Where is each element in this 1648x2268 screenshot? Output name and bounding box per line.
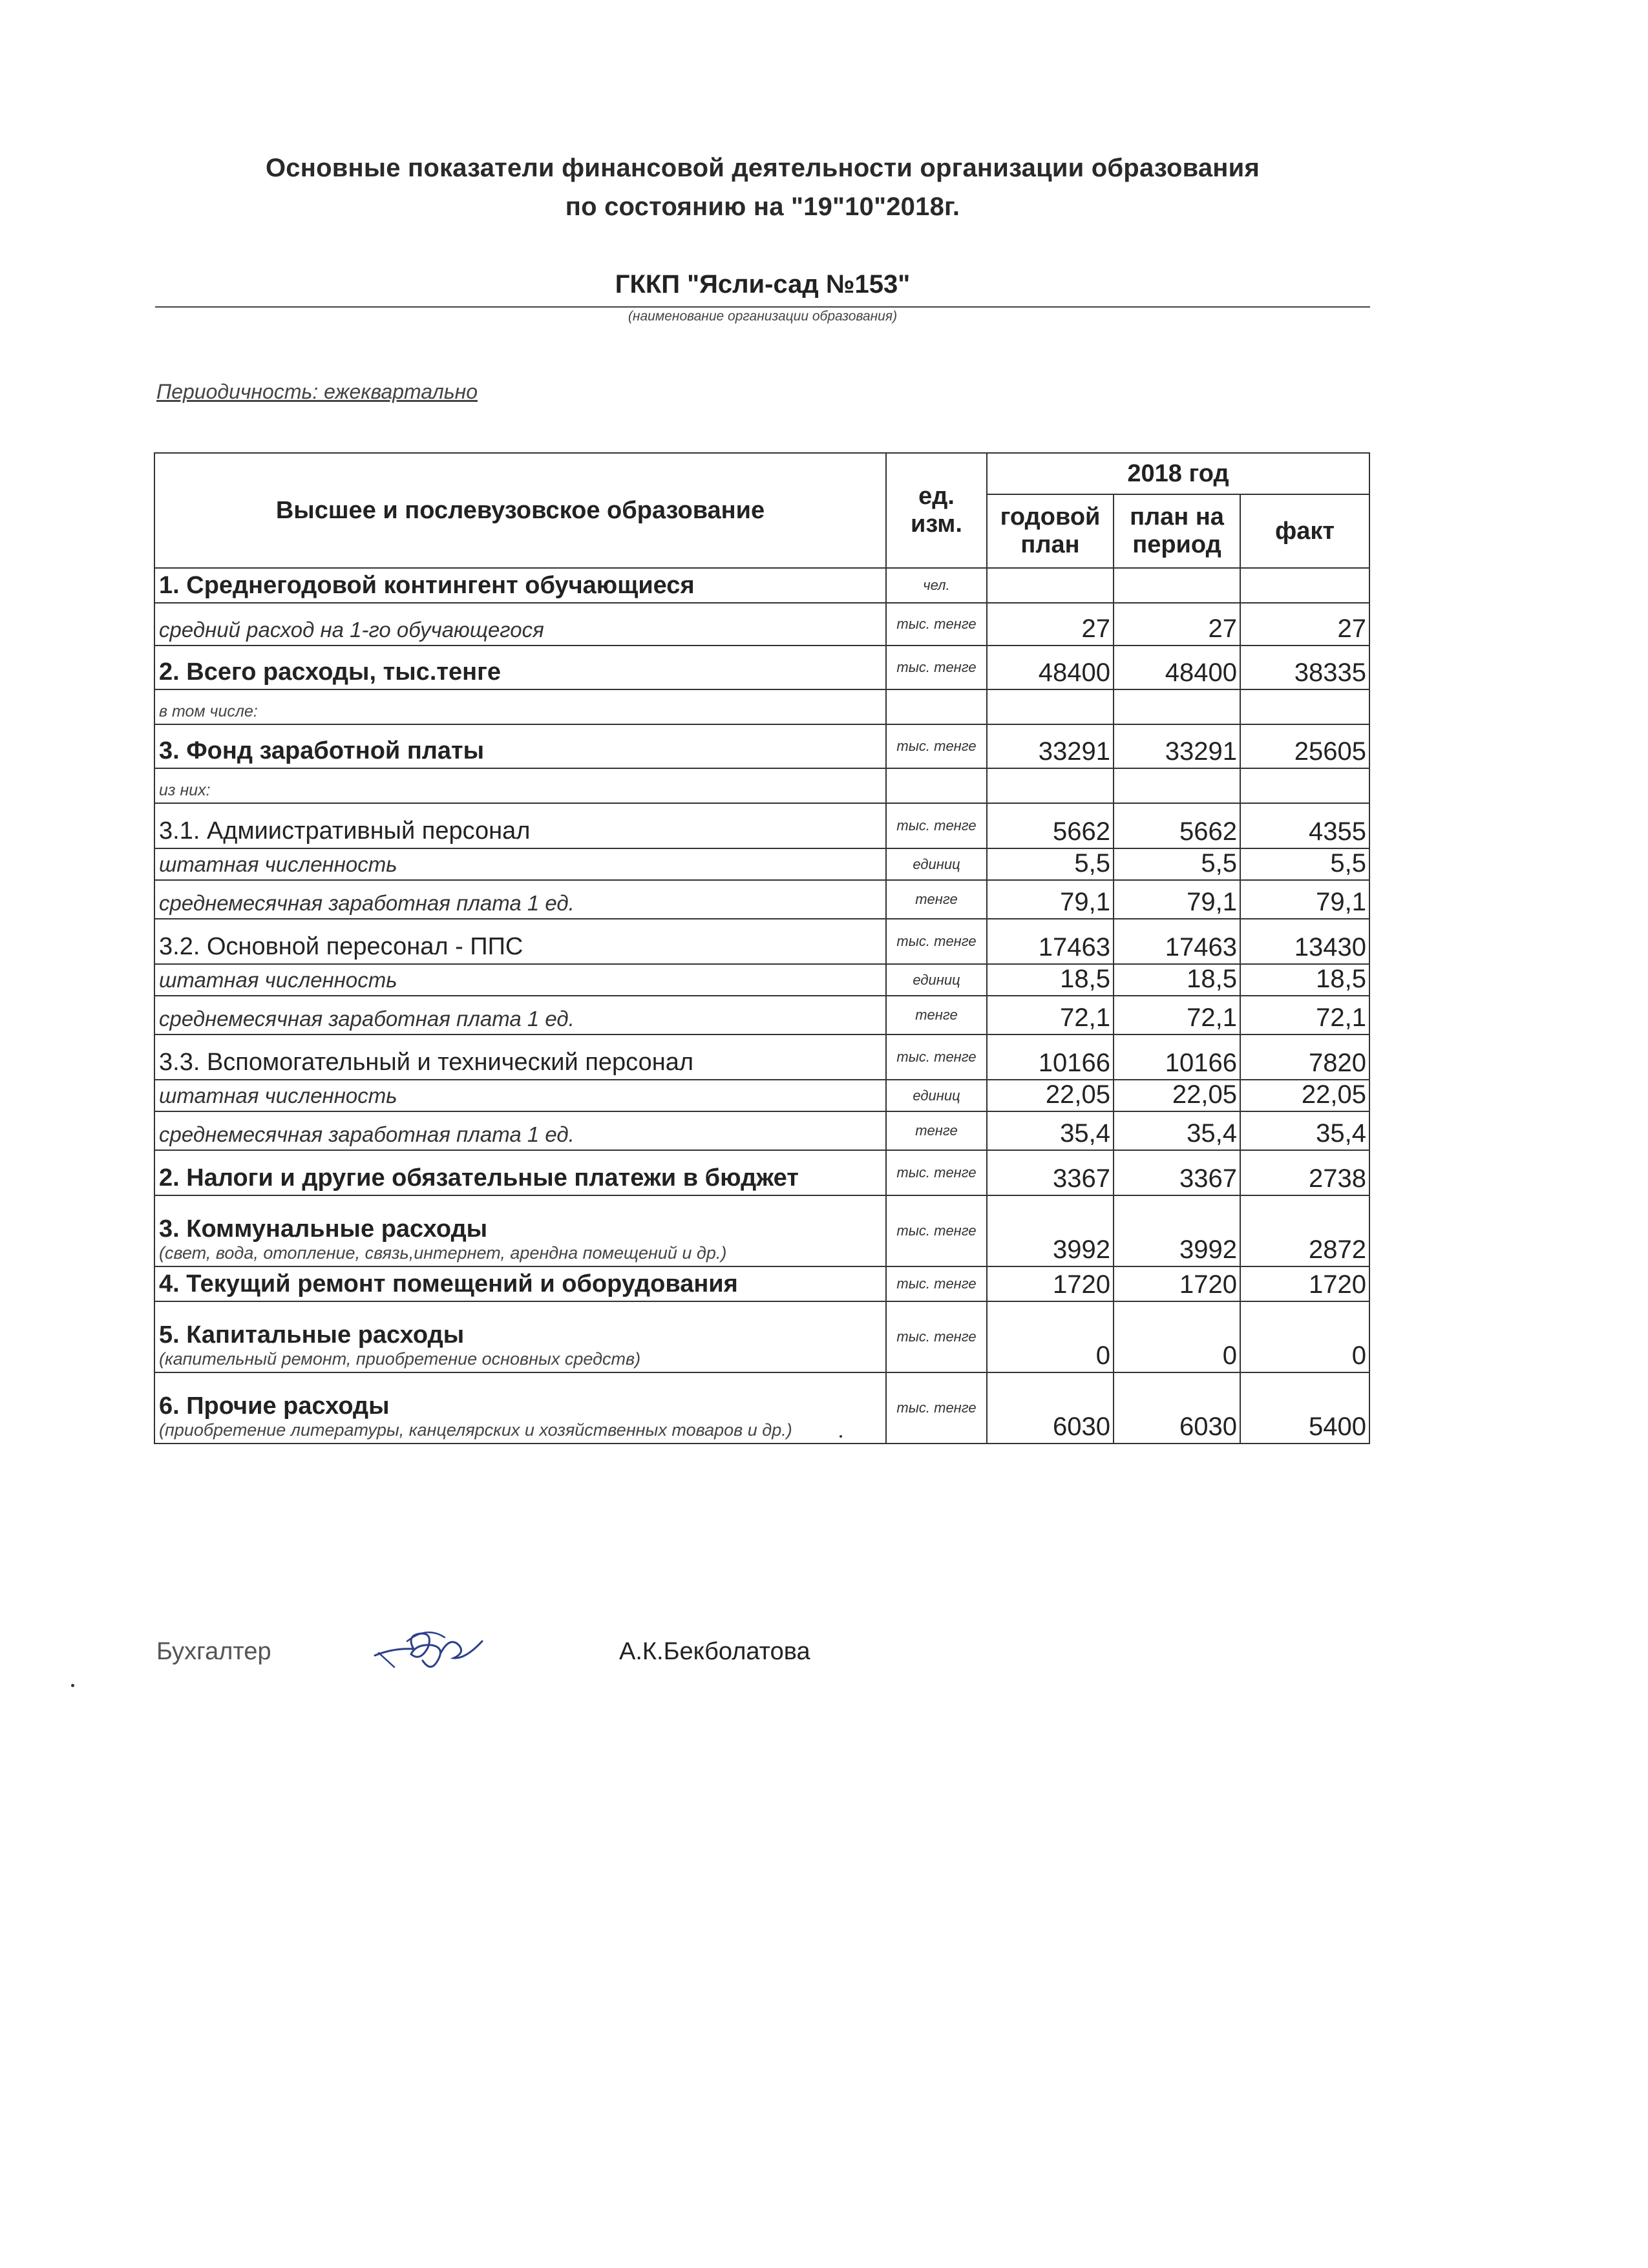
row-unit: тыс. тенге	[886, 1301, 987, 1372]
row-label-text: 2. Всего расходы, тыс.тенге	[159, 658, 502, 686]
row-label	[154, 1150, 886, 1195]
row-unit: тыс. тенге	[886, 724, 987, 768]
row-value-annual: 3367	[987, 1150, 1114, 1195]
row-value-fact: 0	[1240, 1301, 1369, 1372]
row-value-period: 1720	[1114, 1266, 1240, 1301]
row-label-text: средний расход на 1-го обучающегося	[159, 618, 544, 642]
row-value-period: 5662	[1114, 803, 1240, 848]
row-value-period: 35,4	[1114, 1111, 1240, 1150]
row-value-fact: 27	[1240, 603, 1369, 646]
row-label-text: 3.3. Вспомогательный и технический персонал	[159, 1049, 694, 1076]
row-unit: единиц	[886, 964, 987, 996]
row-label	[154, 1195, 886, 1266]
row-value-annual: 35,4	[987, 1111, 1114, 1150]
row-unit: единиц	[886, 848, 987, 880]
accountant-name: А.К.Бекболатова	[619, 1638, 810, 1665]
row-label-text: 1. Среднегодовой контингент обучающиеся	[159, 572, 695, 599]
table-row	[154, 603, 1369, 646]
row-value-annual: 10166	[987, 1034, 1114, 1080]
row-value-annual: 6030	[987, 1372, 1114, 1444]
table-row	[154, 880, 1369, 919]
row-unit: тенге	[886, 880, 987, 919]
row-value-period: 17463	[1114, 919, 1240, 964]
header-title: Высшее и послевузовское образование	[154, 453, 886, 568]
row-value-fact	[1240, 768, 1369, 803]
row-value-annual: 5662	[987, 803, 1114, 848]
row-value-fact: 5400	[1240, 1372, 1369, 1444]
row-value-period: 3367	[1114, 1150, 1240, 1195]
row-value-fact	[1240, 689, 1369, 724]
row-label	[154, 689, 886, 724]
row-label	[154, 1080, 886, 1111]
row-value-period: 5,5	[1114, 848, 1240, 880]
row-value-fact: 1720	[1240, 1266, 1369, 1301]
row-value-fact: 2872	[1240, 1195, 1369, 1266]
row-value-annual: 48400	[987, 646, 1114, 689]
row-unit: тыс. тенге	[886, 1034, 987, 1080]
row-value-period: 27	[1114, 603, 1240, 646]
row-value-period: 72,1	[1114, 996, 1240, 1034]
financial-indicators-table	[154, 452, 1370, 1444]
row-label	[154, 568, 886, 603]
row-value-annual: 33291	[987, 724, 1114, 768]
row-unit: тыс. тенге	[886, 803, 987, 848]
table-body	[154, 568, 1369, 1444]
row-value-annual: 22,05	[987, 1080, 1114, 1111]
header-year: 2018 год	[987, 453, 1369, 494]
row-unit	[886, 689, 987, 724]
header-annual-plan: годовой план	[987, 494, 1114, 568]
row-value-fact: 13430	[1240, 919, 1369, 964]
table-row	[154, 768, 1369, 803]
row-label-note: (приобретение литературы, канцелярских и хозяйственных товаров и др.)	[159, 1420, 792, 1440]
row-label	[154, 1372, 886, 1444]
table-row	[154, 919, 1369, 964]
header-period-plan: план на период	[1114, 494, 1240, 568]
row-label-text: 2. Налоги и другие обязательные платежи в бюджет	[159, 1164, 799, 1192]
table-row	[154, 1150, 1369, 1195]
row-label-text: 5. Капитальные расходы	[159, 1321, 465, 1349]
row-value-period	[1114, 689, 1240, 724]
table-row	[154, 1266, 1369, 1301]
row-value-period: 33291	[1114, 724, 1240, 768]
row-label-text: из них:	[159, 781, 211, 799]
row-value-annual: 0	[987, 1301, 1114, 1372]
row-value-period: 18,5	[1114, 964, 1240, 996]
row-label	[154, 1034, 886, 1080]
table-row	[154, 964, 1369, 996]
row-value-annual	[987, 689, 1114, 724]
row-value-period: 0	[1114, 1301, 1240, 1372]
row-label-text: штатная численность	[159, 1084, 397, 1108]
row-value-fact: 79,1	[1240, 880, 1369, 919]
row-value-period: 10166	[1114, 1034, 1240, 1080]
row-value-annual	[987, 568, 1114, 603]
table-row	[154, 1080, 1369, 1111]
header-unit: ед. изм.	[886, 453, 987, 568]
row-label	[154, 996, 886, 1034]
row-label	[154, 880, 886, 919]
row-label	[154, 1266, 886, 1301]
row-label-text: среднемесячная заработная плата 1 ед.	[159, 891, 575, 915]
row-value-fact: 5,5	[1240, 848, 1369, 880]
report-title-line1: Основные показатели финансовой деятельности организации образования	[265, 154, 1260, 182]
row-label-text: 3.2. Основной пересонал - ППС	[159, 933, 523, 960]
row-label	[154, 724, 886, 768]
row-value-period: 79,1	[1114, 880, 1240, 919]
row-value-annual: 72,1	[987, 996, 1114, 1034]
row-label-text: 3. Фонд заработной платы	[159, 737, 485, 764]
organization-underline	[155, 306, 1370, 308]
row-unit: единиц	[886, 1080, 987, 1111]
table-row	[154, 689, 1369, 724]
row-value-annual: 3992	[987, 1195, 1114, 1266]
table-row	[154, 1034, 1369, 1080]
row-unit: тенге	[886, 996, 987, 1034]
table-header-row	[154, 453, 1369, 494]
row-label-text: в том числе:	[159, 702, 258, 720]
table-row	[154, 996, 1369, 1034]
row-value-fact: 22,05	[1240, 1080, 1369, 1111]
row-label-text: 6. Прочие расходы	[159, 1392, 390, 1420]
row-value-annual	[987, 768, 1114, 803]
row-label	[154, 803, 886, 848]
row-value-annual: 79,1	[987, 880, 1114, 919]
row-value-annual: 5,5	[987, 848, 1114, 880]
row-value-fact: 38335	[1240, 646, 1369, 689]
row-unit: тыс. тенге	[886, 1372, 987, 1444]
row-unit: тыс. тенге	[886, 1195, 987, 1266]
row-label-text: штатная численность	[159, 852, 397, 876]
row-label	[154, 964, 886, 996]
row-label-text: среднемесячная заработная плата 1 ед.	[159, 1122, 575, 1146]
table-row	[154, 1111, 1369, 1150]
table-row	[154, 848, 1369, 880]
row-value-fact: 25605	[1240, 724, 1369, 768]
row-value-annual: 27	[987, 603, 1114, 646]
row-label-text: 3.1. Адмиистративный персонал	[159, 817, 531, 845]
row-label-text: среднемесячная заработная плата 1 ед.	[159, 1007, 575, 1031]
row-label	[154, 603, 886, 646]
row-value-annual: 17463	[987, 919, 1114, 964]
table-row	[154, 646, 1369, 689]
row-unit: чел.	[886, 568, 987, 603]
row-unit: тенге	[886, 1111, 987, 1150]
row-value-period: 48400	[1114, 646, 1240, 689]
row-unit: тыс. тенге	[886, 646, 987, 689]
organization-name: ГККП "Ясли-сад №153"	[615, 270, 911, 299]
row-label	[154, 768, 886, 803]
row-value-fact: 72,1	[1240, 996, 1369, 1034]
row-value-period: 3992	[1114, 1195, 1240, 1266]
row-unit: тыс. тенге	[886, 1150, 987, 1195]
periodicity: Периодичность: ежеквартально	[156, 380, 478, 403]
row-value-fact	[1240, 568, 1369, 603]
row-label-text: 4. Текущий ремонт помещений и оборудования	[159, 1270, 738, 1297]
row-value-annual: 18,5	[987, 964, 1114, 996]
accountant-label: Бухгалтер	[156, 1638, 271, 1665]
row-value-period	[1114, 768, 1240, 803]
row-label-text: штатная численность	[159, 968, 397, 992]
row-label	[154, 1111, 886, 1150]
row-value-fact: 4355	[1240, 803, 1369, 848]
row-label	[154, 848, 886, 880]
header-fact: факт	[1240, 494, 1369, 568]
row-label-text: 3. Коммунальные расходы	[159, 1215, 488, 1243]
row-value-period: 22,05	[1114, 1080, 1240, 1111]
row-unit: тыс. тенге	[886, 603, 987, 646]
table-row	[154, 1301, 1369, 1372]
row-label	[154, 919, 886, 964]
row-value-fact: 2738	[1240, 1150, 1369, 1195]
organization-caption: (наименование организации образования)	[628, 309, 898, 324]
scan-speck	[840, 1435, 842, 1438]
table-row	[154, 1195, 1369, 1266]
table-row	[154, 803, 1369, 848]
scan-speck	[71, 1684, 74, 1687]
row-unit: тыс. тенге	[886, 1266, 987, 1301]
row-label	[154, 646, 886, 689]
row-label-note: (свет, вода, отопление, связь,интернет, арендна помещений и др.)	[159, 1243, 727, 1263]
row-value-period	[1114, 568, 1240, 603]
row-value-fact: 35,4	[1240, 1111, 1369, 1150]
table-row	[154, 568, 1369, 603]
row-value-fact: 18,5	[1240, 964, 1369, 996]
row-value-annual: 1720	[987, 1266, 1114, 1301]
row-value-fact: 7820	[1240, 1034, 1369, 1080]
signature	[368, 1622, 491, 1680]
row-unit	[886, 768, 987, 803]
table-row	[154, 724, 1369, 768]
report-title-line2: по состоянию на "19"10"2018г.	[565, 193, 960, 221]
row-label	[154, 1301, 886, 1372]
row-unit: тыс. тенге	[886, 919, 987, 964]
row-label-note: (капительный ремонт, приобретение основных средств)	[159, 1349, 641, 1369]
row-value-period: 6030	[1114, 1372, 1240, 1444]
table-row	[154, 1372, 1369, 1444]
